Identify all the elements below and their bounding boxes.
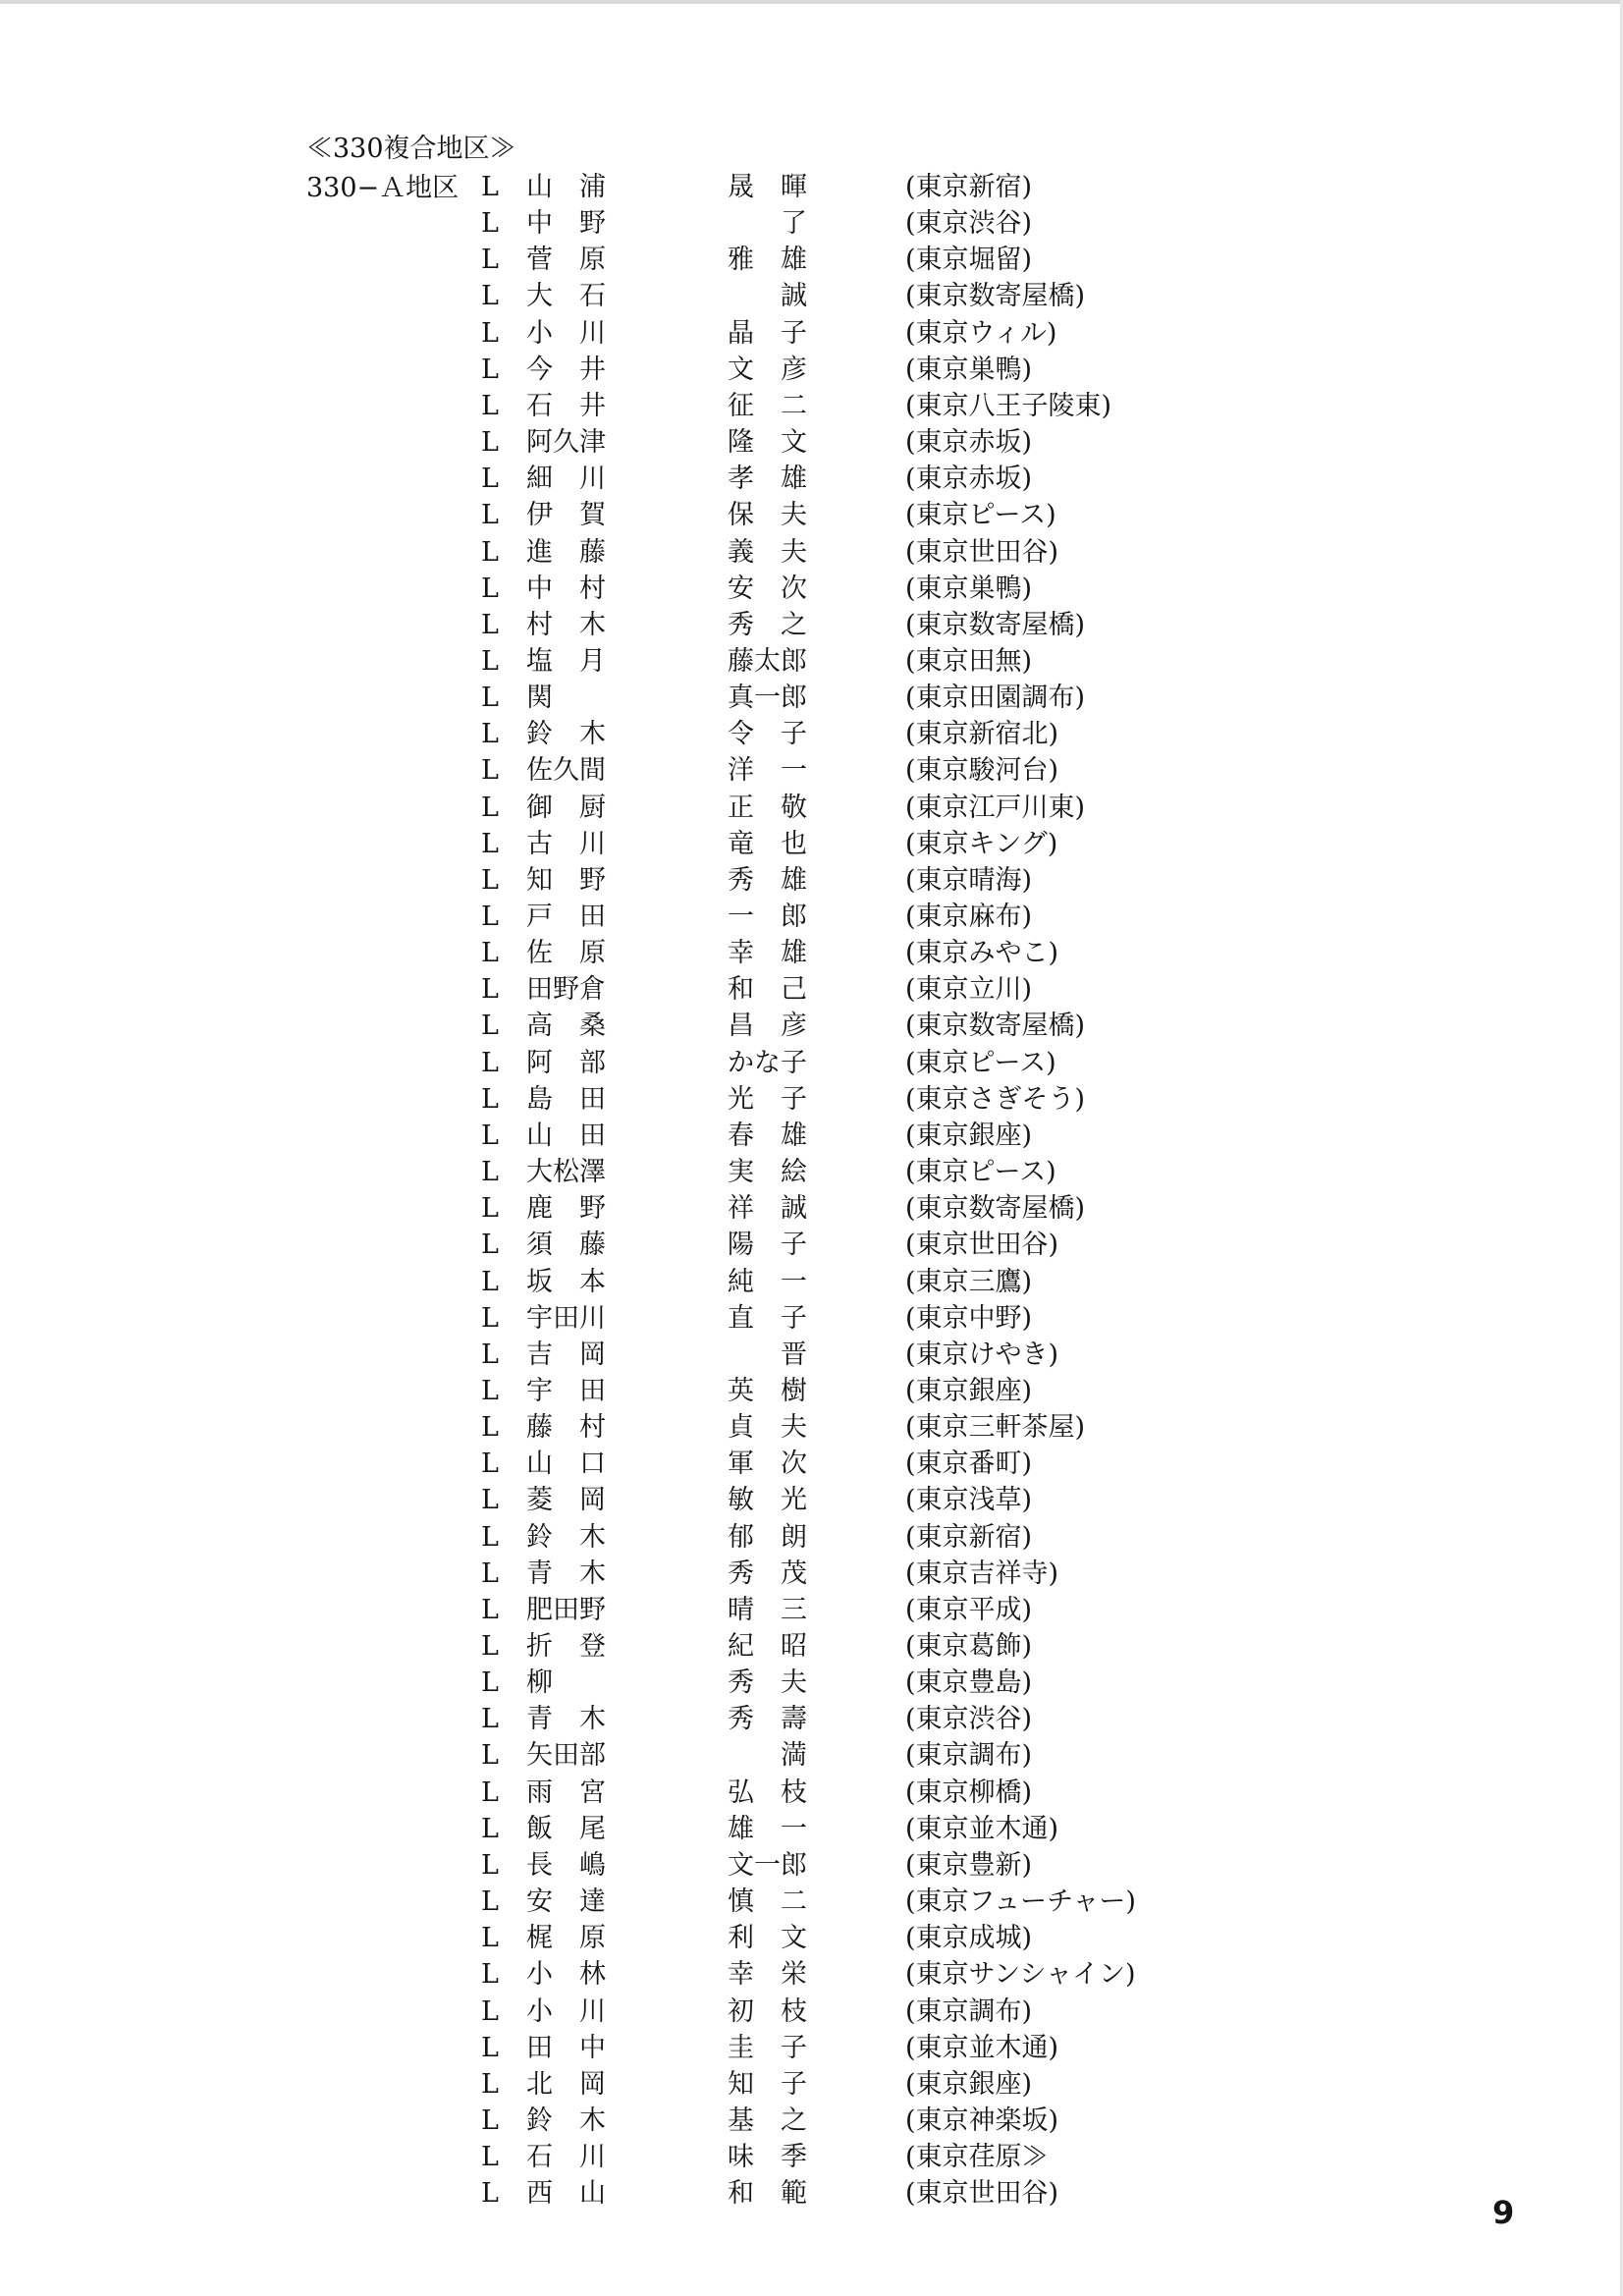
member-prefix: L — [481, 281, 499, 312]
member-club: (東京三鷹) — [905, 1266, 1033, 1297]
member-given-name: 英 樹 — [728, 1375, 807, 1406]
member-surname: 石 井 — [526, 390, 606, 421]
member-prefix: L — [481, 2142, 499, 2173]
district-label: 330−Ａ地区 — [306, 173, 460, 203]
member-row — [0, 790, 1623, 826]
member-surname: 村 木 — [526, 609, 606, 640]
member-given-name: 征 二 — [728, 390, 807, 421]
member-surname: 藤 村 — [526, 1412, 606, 1444]
member-club: (東京浅草) — [905, 1485, 1033, 1516]
member-given-name: 光 子 — [728, 1083, 807, 1115]
member-club: (東京豊島) — [905, 1667, 1033, 1699]
member-prefix: L — [481, 1631, 499, 1662]
member-surname: 鈴 木 — [526, 1521, 606, 1553]
member-club: (東京三軒茶屋) — [905, 1412, 1086, 1444]
member-row — [0, 1081, 1623, 1118]
member-prefix: L — [481, 1120, 499, 1151]
member-given-name: 誠 — [781, 281, 807, 312]
member-row — [0, 1373, 1623, 1409]
member-club: (東京八王子陵東) — [905, 390, 1112, 421]
member-surname: 細 川 — [526, 464, 606, 495]
member-prefix: L — [481, 1667, 499, 1699]
member-surname: 大 石 — [526, 281, 606, 312]
member-surname: 佐 原 — [526, 938, 606, 969]
member-club: (東京赤坂) — [905, 464, 1033, 495]
member-surname: 阿久津 — [526, 427, 606, 459]
member-row — [0, 1994, 1623, 2030]
member-row — [0, 899, 1623, 935]
member-given-name: 圭 子 — [728, 2032, 807, 2063]
member-prefix: L — [481, 1886, 499, 1918]
member-prefix: L — [481, 609, 499, 640]
member-club: (東京駿河台) — [905, 755, 1059, 787]
member-club: (東京麻布) — [905, 902, 1033, 932]
member-row — [0, 1628, 1623, 1665]
member-surname: 飯 尾 — [526, 1813, 606, 1844]
member-club: (東京キング) — [905, 828, 1058, 859]
member-surname: 中 野 — [526, 208, 606, 240]
member-surname: 今 井 — [526, 354, 606, 385]
member-row — [0, 1519, 1623, 1556]
member-given-name: 真一郎 — [728, 683, 807, 714]
member-row — [0, 971, 1623, 1008]
member-surname: 矢田部 — [526, 1740, 606, 1772]
member-club: (東京堀留) — [905, 245, 1033, 276]
member-surname: 塩 月 — [526, 645, 606, 677]
member-given-name: 秀 壽 — [728, 1704, 807, 1735]
member-given-name: 了 — [781, 208, 807, 240]
member-row — [0, 643, 1623, 680]
member-club: (東京銀座) — [905, 1120, 1033, 1151]
member-given-name: 文 彦 — [728, 354, 807, 385]
member-club: (東京柳橋) — [905, 1777, 1033, 1808]
member-club: (東京巣鴨) — [905, 573, 1033, 604]
member-given-name: かな子 — [728, 1047, 807, 1078]
member-given-name: 弘 枝 — [728, 1777, 807, 1808]
member-prefix: L — [481, 1704, 499, 1735]
member-prefix: L — [481, 1449, 499, 1480]
member-given-name: 隆 文 — [728, 427, 807, 459]
member-prefix: L — [481, 1923, 499, 1954]
member-given-name: 義 夫 — [728, 536, 807, 568]
member-prefix: L — [481, 828, 499, 859]
member-given-name: 慎 二 — [728, 1886, 807, 1918]
member-given-name: 和 己 — [728, 974, 807, 1006]
member-club: (東京世田谷) — [905, 536, 1059, 568]
member-club: (東京銀座) — [905, 2068, 1033, 2100]
member-surname: 伊 賀 — [526, 500, 606, 531]
member-surname: 鹿 野 — [526, 1193, 606, 1225]
member-surname: 鈴 木 — [526, 719, 606, 750]
member-row — [0, 388, 1623, 424]
member-row — [0, 1446, 1623, 1482]
member-club: (東京葛飾) — [905, 1631, 1033, 1662]
member-row — [0, 1409, 1623, 1446]
member-row — [0, 169, 1623, 205]
member-prefix: L — [481, 938, 499, 969]
page-number: 9 — [1492, 2194, 1515, 2231]
member-surname: 宇 田 — [526, 1375, 606, 1406]
member-surname: 佐久間 — [526, 755, 606, 787]
member-club: (東京中野) — [905, 1302, 1033, 1334]
member-prefix: L — [481, 1339, 499, 1370]
member-row — [0, 1956, 1623, 1993]
member-club: (東京番町) — [905, 1449, 1033, 1480]
member-prefix: L — [481, 719, 499, 750]
member-club: (東京フューチャー) — [905, 1886, 1136, 1918]
member-club: (東京サンシャイン) — [905, 1959, 1136, 1991]
member-row — [0, 1884, 1623, 1920]
member-club: (東京渋谷) — [905, 1704, 1033, 1735]
member-given-name: 昌 彦 — [728, 1011, 807, 1042]
member-prefix: L — [481, 1594, 499, 1625]
member-row — [0, 534, 1623, 571]
member-club: (東京晴海) — [905, 864, 1033, 896]
member-row — [0, 278, 1623, 314]
member-given-name: 直 子 — [728, 1302, 807, 1334]
member-surname: 雨 宮 — [526, 1777, 606, 1808]
member-club: (東京調布) — [905, 1740, 1033, 1772]
member-club: (東京荏原≫ — [905, 2142, 1049, 2173]
member-prefix: L — [481, 1813, 499, 1844]
member-given-name: 知 子 — [728, 2068, 807, 2100]
member-prefix: L — [481, 354, 499, 385]
member-prefix: L — [481, 1849, 499, 1881]
member-club: (東京新宿北) — [905, 719, 1059, 750]
member-prefix: L — [481, 864, 499, 896]
member-given-name: 晟 暉 — [728, 172, 807, 202]
member-prefix: L — [481, 755, 499, 787]
member-club: (東京けやき) — [905, 1339, 1059, 1370]
member-given-name: 秀 之 — [728, 609, 807, 640]
member-row — [0, 826, 1623, 862]
member-club: (東京銀座) — [905, 1375, 1033, 1406]
member-given-name: 竜 也 — [728, 828, 807, 859]
district-group-heading: ≪330複合地区≫ — [306, 134, 516, 164]
member-surname: 戸 田 — [526, 902, 606, 932]
member-club: (東京吉祥寺) — [905, 1558, 1059, 1589]
member-club: (東京ピース) — [905, 500, 1056, 531]
member-row — [0, 862, 1623, 899]
member-surname: 北 岡 — [526, 2068, 606, 2100]
member-prefix: L — [481, 1558, 499, 1589]
member-surname: 山 浦 — [526, 172, 606, 202]
member-surname: 坂 本 — [526, 1266, 606, 1297]
member-prefix: L — [481, 645, 499, 677]
member-surname: 古 川 — [526, 828, 606, 859]
member-surname: 青 木 — [526, 1558, 606, 1589]
member-prefix: L — [481, 536, 499, 568]
member-row — [0, 1665, 1623, 1701]
member-prefix: L — [481, 1193, 499, 1225]
member-given-name: 祥 誠 — [728, 1193, 807, 1225]
member-given-name: 郁 朗 — [728, 1521, 807, 1553]
member-given-name: 敏 光 — [728, 1485, 807, 1516]
member-row — [0, 1847, 1623, 1884]
member-prefix: L — [481, 390, 499, 421]
member-prefix: L — [481, 1740, 499, 1772]
member-row — [0, 205, 1623, 242]
member-club: (東京田無) — [905, 645, 1033, 677]
member-prefix: L — [481, 1485, 499, 1516]
member-row — [0, 2066, 1623, 2103]
member-given-name: 晋 — [781, 1339, 807, 1370]
member-surname: 高 桑 — [526, 1011, 606, 1042]
member-club: (東京ピース) — [905, 1047, 1056, 1078]
member-surname: 中 村 — [526, 573, 606, 604]
member-row — [0, 315, 1623, 352]
member-row — [0, 1701, 1623, 1737]
member-prefix: L — [481, 2178, 499, 2210]
member-prefix: L — [481, 1777, 499, 1808]
member-row — [0, 2103, 1623, 2139]
member-surname: 須 藤 — [526, 1230, 606, 1261]
member-given-name: 純 一 — [728, 1266, 807, 1297]
member-given-name: 春 雄 — [728, 1120, 807, 1151]
member-given-name: 利 文 — [728, 1923, 807, 1954]
member-club: (東京新宿) — [905, 172, 1033, 202]
member-row — [0, 1811, 1623, 1847]
member-prefix: L — [481, 464, 499, 495]
member-club: (東京赤坂) — [905, 427, 1033, 459]
member-surname: 宇田川 — [526, 1302, 606, 1334]
member-club: (東京神楽坂) — [905, 2105, 1059, 2136]
member-given-name: 味 季 — [728, 2142, 807, 2173]
member-club: (東京渋谷) — [905, 208, 1033, 240]
member-surname: 小 川 — [526, 1995, 606, 2027]
member-row — [0, 497, 1623, 533]
member-surname: 菅 原 — [526, 245, 606, 276]
member-surname: 田 中 — [526, 2032, 606, 2063]
member-club: (東京世田谷) — [905, 1230, 1059, 1261]
member-club: (東京並木通) — [905, 2032, 1059, 2063]
member-given-name: 基 之 — [728, 2105, 807, 2136]
member-surname: 阿 部 — [526, 1047, 606, 1078]
member-row — [0, 1190, 1623, 1227]
member-club: (東京調布) — [905, 1995, 1033, 2027]
member-given-name: 秀 茂 — [728, 1558, 807, 1589]
member-club: (東京田園調布) — [905, 683, 1086, 714]
member-club: (東京数寄屋橋) — [905, 609, 1086, 640]
member-prefix: L — [481, 902, 499, 932]
member-prefix: L — [481, 1412, 499, 1444]
member-row — [0, 2139, 1623, 2175]
member-club: (東京数寄屋橋) — [905, 1193, 1086, 1225]
member-club: (東京数寄屋橋) — [905, 281, 1086, 312]
member-given-name: 秀 夫 — [728, 1667, 807, 1699]
member-club: (東京世田谷) — [905, 2178, 1059, 2210]
member-row — [0, 1045, 1623, 1081]
member-prefix: L — [481, 1157, 499, 1188]
member-surname: 小 林 — [526, 1959, 606, 1991]
member-row — [0, 1737, 1623, 1774]
member-surname: 菱 岡 — [526, 1485, 606, 1516]
member-prefix: L — [481, 683, 499, 714]
member-row — [0, 2175, 1623, 2212]
member-given-name: 軍 次 — [728, 1449, 807, 1480]
member-prefix: L — [481, 1959, 499, 1991]
member-given-name: 晶 子 — [728, 317, 807, 349]
member-surname: 柳 — [526, 1667, 553, 1699]
member-surname: 田野倉 — [526, 974, 606, 1006]
member-row — [0, 1118, 1623, 1154]
member-club: (東京豊新) — [905, 1849, 1033, 1881]
member-prefix: L — [481, 1083, 499, 1115]
member-row — [0, 1482, 1623, 1518]
member-prefix: L — [481, 1047, 499, 1078]
member-row — [0, 1337, 1623, 1373]
member-given-name: 幸 雄 — [728, 938, 807, 969]
member-row — [0, 1154, 1623, 1190]
member-club: (東京数寄屋橋) — [905, 1011, 1086, 1042]
member-row — [0, 1227, 1623, 1263]
member-prefix: L — [481, 1011, 499, 1042]
member-prefix: L — [481, 2105, 499, 2136]
member-given-name: 満 — [781, 1740, 807, 1772]
member-given-name: 晴 三 — [728, 1594, 807, 1625]
member-row — [0, 935, 1623, 971]
member-prefix: L — [481, 317, 499, 349]
member-club: (東京ウィル) — [905, 317, 1057, 349]
member-row — [0, 461, 1623, 497]
member-given-name: 幸 栄 — [728, 1959, 807, 1991]
member-surname: 西 山 — [526, 2178, 606, 2210]
member-prefix: L — [481, 208, 499, 240]
member-row — [0, 424, 1623, 461]
member-club: (東京みやこ) — [905, 938, 1059, 969]
member-given-name: 雅 雄 — [728, 245, 807, 276]
member-surname: 御 厨 — [526, 792, 606, 823]
member-given-name: 陽 子 — [728, 1230, 807, 1261]
member-row — [0, 571, 1623, 607]
member-surname: 折 登 — [526, 1631, 606, 1662]
member-row — [0, 1008, 1623, 1044]
member-club: (東京並木通) — [905, 1813, 1059, 1844]
member-surname: 鈴 木 — [526, 2105, 606, 2136]
member-surname: 島 田 — [526, 1083, 606, 1115]
member-surname: 梶 原 — [526, 1923, 606, 1954]
member-surname: 安 達 — [526, 1886, 606, 1918]
member-given-name: 実 絵 — [728, 1157, 807, 1188]
member-surname: 知 野 — [526, 864, 606, 896]
member-club: (東京成城) — [905, 1923, 1033, 1954]
member-surname: 山 口 — [526, 1449, 606, 1480]
member-club: (東京江戸川東) — [905, 792, 1086, 823]
member-given-name: 一 郎 — [728, 902, 807, 932]
member-prefix: L — [481, 427, 499, 459]
member-row — [0, 352, 1623, 388]
member-given-name: 紀 昭 — [728, 1631, 807, 1662]
member-surname: 長 嶋 — [526, 1849, 606, 1881]
member-given-name: 貞 夫 — [728, 1412, 807, 1444]
member-surname: 青 木 — [526, 1704, 606, 1735]
member-row — [0, 242, 1623, 278]
member-prefix: L — [481, 974, 499, 1006]
member-surname: 石 川 — [526, 2142, 606, 2173]
member-surname: 山 田 — [526, 1120, 606, 1151]
member-row — [0, 1592, 1623, 1628]
member-club: (東京平成) — [905, 1594, 1033, 1625]
member-row — [0, 1264, 1623, 1300]
member-given-name: 文一郎 — [728, 1849, 807, 1881]
member-prefix: L — [481, 245, 499, 276]
member-given-name: 藤太郎 — [728, 645, 807, 677]
member-given-name: 孝 雄 — [728, 464, 807, 495]
member-surname: 小 川 — [526, 317, 606, 349]
member-prefix: L — [481, 792, 499, 823]
member-row — [0, 1775, 1623, 1811]
member-given-name: 秀 雄 — [728, 864, 807, 896]
member-row — [0, 752, 1623, 789]
member-club: (東京新宿) — [905, 1521, 1033, 1553]
member-surname: 吉 岡 — [526, 1339, 606, 1370]
member-prefix: L — [481, 1375, 499, 1406]
member-given-name: 初 枝 — [728, 1995, 807, 2027]
member-row — [0, 607, 1623, 643]
member-prefix: L — [481, 573, 499, 604]
member-given-name: 雄 一 — [728, 1813, 807, 1844]
member-row — [0, 716, 1623, 752]
member-club: (東京立川) — [905, 974, 1033, 1006]
member-club: (東京さぎそう) — [905, 1083, 1086, 1115]
member-row — [0, 680, 1623, 716]
member-prefix: L — [481, 500, 499, 531]
member-surname: 関 — [526, 683, 553, 714]
member-row — [0, 2030, 1623, 2066]
member-prefix: L — [481, 1521, 499, 1553]
member-row — [0, 1300, 1623, 1337]
member-prefix: L — [481, 1266, 499, 1297]
member-surname: 肥田野 — [526, 1594, 606, 1625]
member-surname: 大松澤 — [526, 1157, 606, 1188]
member-given-name: 洋 一 — [728, 755, 807, 787]
member-prefix: L — [481, 2068, 499, 2100]
member-prefix: L — [481, 172, 499, 202]
member-given-name: 保 夫 — [728, 500, 807, 531]
member-given-name: 安 次 — [728, 573, 807, 604]
member-prefix: L — [481, 2032, 499, 2063]
member-club: (東京ピース) — [905, 1157, 1056, 1188]
member-club: (東京巣鴨) — [905, 354, 1033, 385]
member-row — [0, 1920, 1623, 1956]
member-row — [0, 1556, 1623, 1592]
member-prefix: L — [481, 1302, 499, 1334]
member-given-name: 正 敬 — [728, 792, 807, 823]
member-given-name: 令 子 — [728, 719, 807, 750]
member-prefix: L — [481, 1230, 499, 1261]
member-surname: 進 藤 — [526, 536, 606, 568]
member-given-name: 和 範 — [728, 2178, 807, 2210]
member-prefix: L — [481, 1995, 499, 2027]
